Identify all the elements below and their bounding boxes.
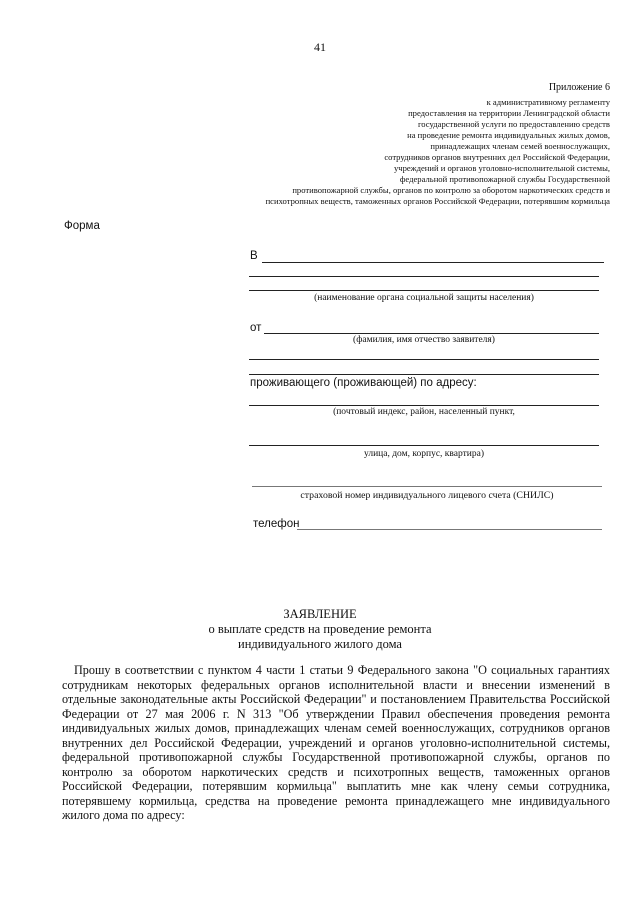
phone-line[interactable] [297,529,602,530]
phone-label: телефон [253,518,300,530]
postal-caption: (почтовый индекс, район, населенный пункт, [333,407,515,417]
applicant-line-3[interactable] [249,374,599,375]
form-label: Форма [64,220,100,232]
statement-body-text: Прошу в соответствии с пунктом 4 части 1 статьи 9 Федерального закона "О социальных гарантиях сотрудникам некоторых федеральных органов исполнительной власти и внесении изменений в отдельные законодательные акты Российской Федерации" и постановлением Правительства Российской Федерации от 27 мая 2006 г. N 313 "Об утверждении Правил обеспечения проведения ремонта индивидуальных жилых домов, принадлежащих членам семей военнослужащих, сотрудников органов внутренних дел Российской Федерации, учреждений и органов уголовно-исполнительной системы, федеральной противопожарной службы Государственной противопожарной службы, органов по контролю за оборотом наркотических средств и психотропных веществ, таможенных органов Российской Федерации, потерявшим кормильца" выплатить мне как члену семьи сотрудника, потерявшему кормильца, средства на проведение ремонта принадлежащего мне индивидуального жилого дома по адресу: [62,663,610,822]
recipient-line-2[interactable] [249,276,599,277]
address-line-1[interactable] [249,405,599,406]
snils-caption: страховой номер индивидуального лицевого счета (СНИЛС) [300,490,554,501]
appendix-line: федеральной противопожарной службы Государственной [399,174,610,184]
address-line-2[interactable] [249,445,599,446]
appendix-line: психотропных веществ, таможенных органов Российской Федерации, потерявшим кормильца [265,196,610,206]
appendix-line: противопожарной службы, органов по контролю за оборотом наркотических средств и [292,185,610,195]
address-label: проживающего (проживающей) по адресу: [250,377,477,389]
page-number: 41 [314,40,326,54]
street-caption: улица, дом, корпус, квартира) [364,449,484,459]
statement-subtitle-2: индивидуального жилого дома [238,637,402,651]
snils-line[interactable] [252,486,602,487]
appendix-title: Приложение 6 [548,82,610,93]
from-prefix: от [250,322,262,334]
recipient-line-1[interactable] [262,262,604,263]
appendix-line: принадлежащих членам семей военнослужащих, [430,141,610,151]
statement-body [62,663,610,823]
applicant-caption: (фамилия, имя отчество заявителя) [353,335,495,345]
appendix-line: сотрудников органов внутренних дел Российской Федерации, [384,152,610,162]
recipient-line-3[interactable] [249,290,599,291]
recipient-caption: (наименование органа социальной защиты населения) [314,293,534,303]
appendix-line: к административному регламенту [486,97,610,107]
appendix-line: предоставления на территории Ленинградской области [408,108,610,118]
statement-subtitle-1: о выплате средств на проведение ремонта [208,622,432,636]
statement-title: ЗАЯВЛЕНИЕ [283,607,357,621]
appendix-line: государственной услуги по предоставлению средств [417,119,610,129]
appendix-reference [266,97,610,207]
applicant-line-2[interactable] [249,359,599,360]
to-prefix: В [250,250,258,262]
appendix-line: на проведение ремонта индивидуальных жилых домов, [407,130,610,140]
applicant-name-line[interactable] [264,333,599,334]
appendix-line: учреждений и органов уголовно-исполнительной системы, [393,163,610,173]
